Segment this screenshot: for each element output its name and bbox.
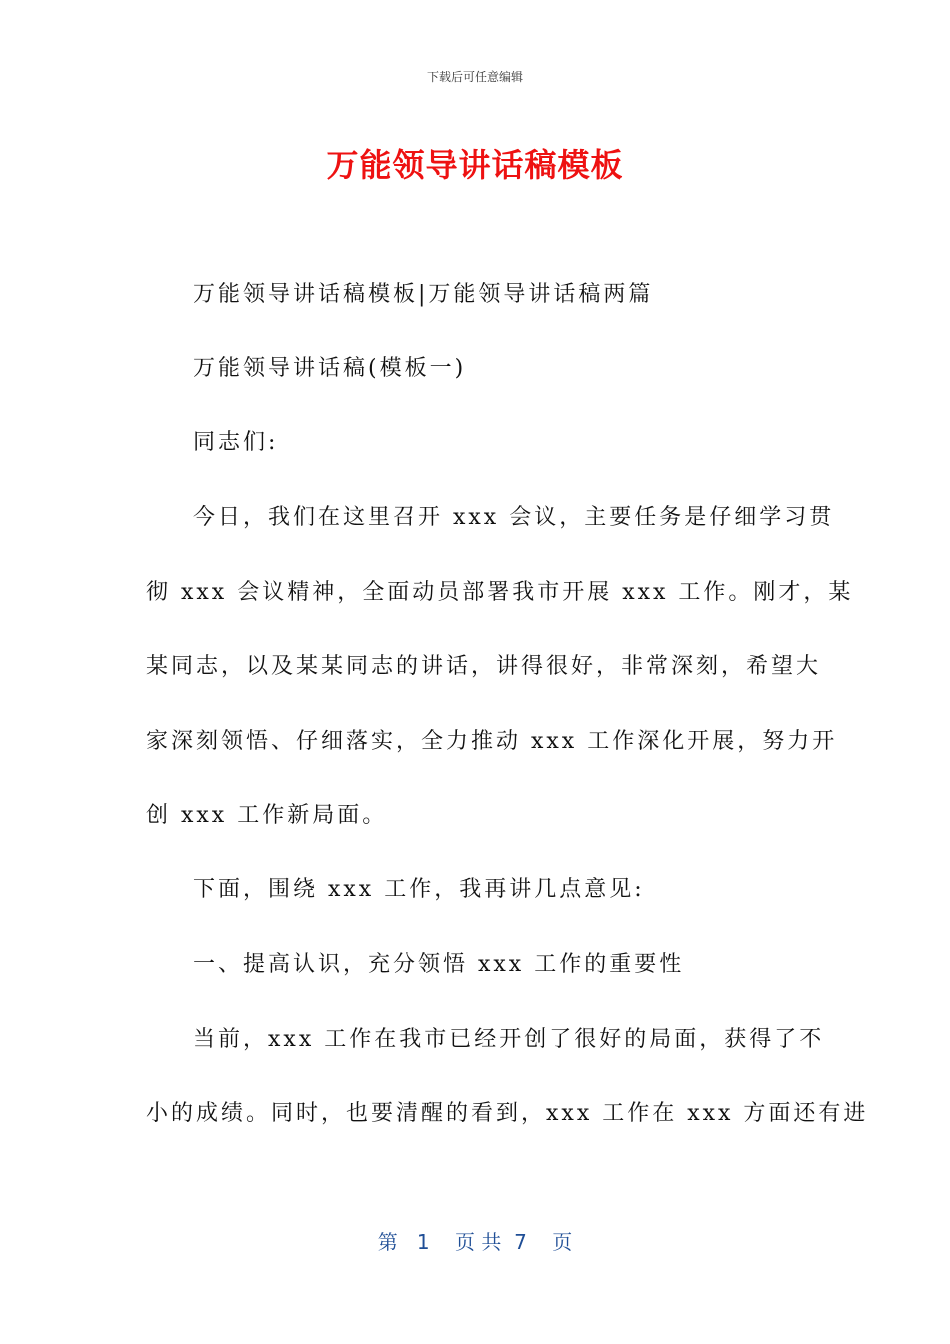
- document-title: 万能领导讲话稿模板: [326, 146, 624, 184]
- page-header-note: 下载后可任意编辑: [426, 70, 523, 84]
- paragraph-line: 当前，xxx 工作在我市已经开创了很好的局面，获得了不: [193, 1027, 825, 1052]
- page-number-footer: 第 1 页 共 7 页: [377, 1230, 573, 1254]
- paragraph-line: 彻 xxx 会议精神，全面动员部署我市开展 xxx 工作。刚才，某: [146, 580, 854, 605]
- paragraph-line: 万能领导讲话稿模板|万能领导讲话稿两篇: [193, 282, 654, 307]
- paragraph-line: 创 xxx 工作新局面。: [146, 803, 388, 828]
- paragraph-line: 今日，我们在这里召开 xxx 会议，主要任务是仔细学习贯: [193, 505, 835, 530]
- paragraph-line: 小的成绩。同时，也要清醒的看到，xxx 工作在 xxx 方面还有进: [146, 1101, 869, 1126]
- paragraph-line: 下面，围绕 xxx 工作，我再讲几点意见:: [193, 877, 645, 902]
- paragraph-line: 家深刻领悟、仔细落实，全力推动 xxx 工作深化开展，努力开: [146, 729, 838, 754]
- paragraph-line: 万能领导讲话稿(模板一): [193, 356, 467, 381]
- paragraph-line: 某同志，以及某某同志的讲话，讲得很好，非常深刻，希望大: [146, 654, 822, 679]
- section-heading: 一、提高认识，充分领悟 xxx 工作的重要性: [193, 952, 685, 977]
- paragraph-line: 同志们:: [193, 430, 279, 455]
